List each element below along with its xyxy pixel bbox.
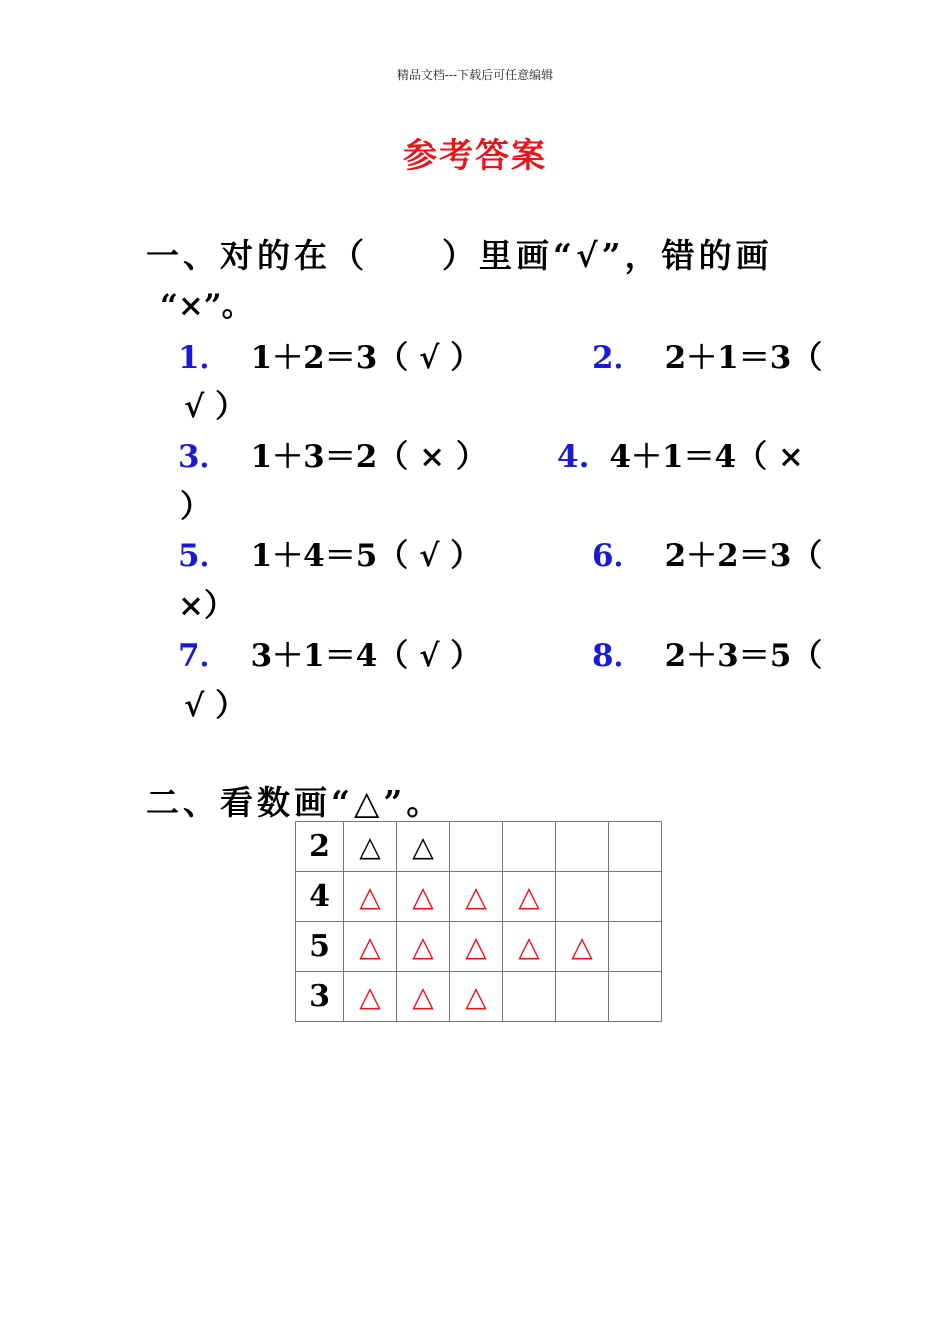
grid-row-number: 2	[296, 822, 344, 872]
triangle-icon: △	[397, 822, 450, 872]
empty-cell	[556, 822, 609, 872]
question-number: 3．	[178, 439, 231, 475]
empty-cell	[609, 822, 662, 872]
question-1	[178, 332, 481, 377]
question-expression: 2＋1＝3（	[664, 340, 823, 376]
question-2	[592, 332, 822, 377]
question-8-answer-wrap: √ ）	[184, 688, 247, 724]
question-6-answer-wrap: ×）	[178, 588, 235, 624]
question-8	[592, 630, 822, 675]
section1-heading-cont: “×”。	[160, 288, 253, 324]
empty-cell	[609, 922, 662, 972]
triangle-grid	[295, 821, 662, 1022]
empty-cell	[503, 822, 556, 872]
question-number: 7．	[178, 638, 231, 674]
empty-cell	[556, 972, 609, 1022]
question-expression: 2＋2＝3（	[664, 538, 823, 574]
section2-heading: 二、看数画“△”。	[146, 783, 444, 822]
grid-row	[296, 822, 662, 872]
question-number: 4.	[557, 439, 590, 475]
grid-row	[296, 872, 662, 922]
question-4-answer-wrap: ）	[180, 489, 211, 525]
triangle-icon: △	[450, 922, 503, 972]
empty-cell	[450, 822, 503, 872]
grid-row-number: 5	[296, 922, 344, 972]
triangle-icon: △	[450, 972, 503, 1022]
section1-heading: 一、对的在（ ）里画“√”，错的画	[146, 236, 773, 275]
question-4	[557, 431, 804, 476]
question-number: 2．	[592, 340, 645, 376]
triangle-icon: △	[503, 922, 556, 972]
question-6	[592, 530, 822, 575]
question-expression: 4＋1＝4（ ×	[609, 439, 804, 475]
empty-cell	[503, 972, 556, 1022]
question-expression: 2＋3＝5（	[664, 638, 823, 674]
question-number: 5．	[178, 538, 231, 574]
triangle-icon: △	[450, 872, 503, 922]
empty-cell	[556, 872, 609, 922]
question-expression: 1＋4＝5（ √ ）	[250, 538, 482, 574]
header-note: 精品文档---下载后可任意编辑	[396, 68, 554, 82]
page-title: 参考答案	[403, 136, 547, 176]
grid-row-number: 4	[296, 872, 344, 922]
question-7	[178, 630, 481, 675]
question-number: 8．	[592, 638, 645, 674]
empty-cell	[609, 972, 662, 1022]
triangle-icon: △	[503, 872, 556, 922]
question-expression: 1＋3＝2（ × ）	[250, 439, 487, 475]
grid-row	[296, 972, 662, 1022]
triangle-icon: △	[344, 922, 397, 972]
question-5	[178, 530, 481, 575]
triangle-icon: △	[344, 872, 397, 922]
triangle-icon: △	[397, 872, 450, 922]
empty-cell	[609, 872, 662, 922]
question-2-answer-wrap: √ ）	[184, 389, 247, 425]
question-number: 6．	[592, 538, 645, 574]
triangle-icon: △	[344, 822, 397, 872]
question-3	[178, 431, 487, 476]
triangle-icon: △	[397, 972, 450, 1022]
question-expression: 3＋1＝4（ √ ）	[250, 638, 482, 674]
grid-row-number: 3	[296, 972, 344, 1022]
question-number: 1．	[178, 340, 231, 376]
triangle-icon: △	[556, 922, 609, 972]
triangle-icon: △	[344, 972, 397, 1022]
question-expression: 1＋2＝3（ √ ）	[250, 340, 482, 376]
grid-row	[296, 922, 662, 972]
triangle-icon: △	[397, 922, 450, 972]
